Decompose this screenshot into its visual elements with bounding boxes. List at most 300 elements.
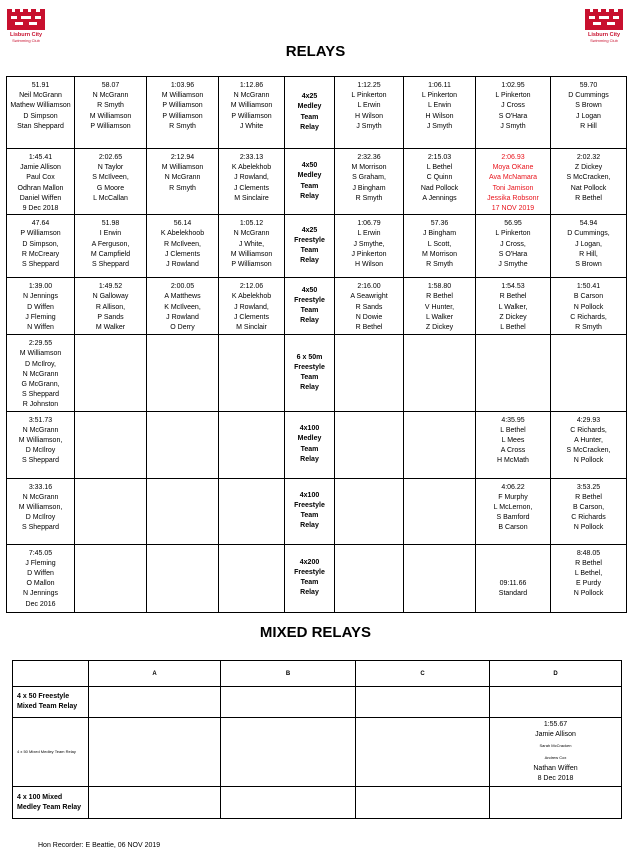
relay-line: Standard xyxy=(498,590,528,598)
relay-line xyxy=(477,559,549,569)
event-line: Relay xyxy=(300,455,319,463)
relay-line: J Bingham xyxy=(352,184,386,192)
relay-line: L Bethel xyxy=(500,324,526,332)
relay-line: M Williamson xyxy=(89,112,132,120)
relay-line: Mathew Williamson xyxy=(10,102,71,110)
hon-recorder-footer: Hon Recorder: E Beattie, 06 NOV 2019 xyxy=(38,842,161,849)
relay-time: 3:53.25 xyxy=(576,483,601,491)
relay-time: 51.91 xyxy=(31,82,50,89)
relay-line: S Graham, xyxy=(352,174,386,182)
relay-line: D Wiffen xyxy=(27,570,54,578)
event-line: Relay xyxy=(300,123,319,131)
relay-result-cell xyxy=(551,478,627,544)
mixed-result-cell xyxy=(89,787,221,819)
relay-line: S McCracken, xyxy=(566,447,611,455)
mixed-result-cell xyxy=(89,718,221,787)
relay-line: L McLernon, xyxy=(493,504,533,512)
relay-line: C Richards, xyxy=(570,426,607,434)
relay-result-cell xyxy=(219,149,285,215)
relay-line: J Cross xyxy=(501,102,525,110)
relay-result-cell xyxy=(147,411,219,478)
relay-line: N Jennings xyxy=(22,293,59,301)
relay-event-label xyxy=(285,335,335,411)
relay-result-cell xyxy=(476,149,551,215)
mixed-corner-cell xyxy=(13,661,89,687)
relay-result-cell xyxy=(7,215,75,278)
relay-result-cell xyxy=(219,77,285,149)
relay-time: 47.64 xyxy=(31,220,50,228)
logo-club-name: Lisburn City xyxy=(587,32,621,38)
relay-line: S Sheppard xyxy=(22,391,59,399)
relay-result-cell xyxy=(476,77,551,149)
relay-time: 1:54.53 xyxy=(501,283,525,291)
relay-time: 56.14 xyxy=(173,220,192,228)
relay-result-cell xyxy=(147,77,219,149)
relay-line: J Smythe xyxy=(498,261,528,269)
relay-line: H Wilson xyxy=(354,112,383,120)
mixed-event-label: 4 x 50 Freestyle Mixed Team Relay xyxy=(13,687,89,718)
relay-line: A Matthews xyxy=(164,293,201,301)
relay-row xyxy=(7,544,627,612)
relay-result-cell xyxy=(551,215,627,278)
relay-line: N Galloway xyxy=(92,293,129,301)
relay-line: D McIlroy xyxy=(25,514,56,522)
event-line: Team xyxy=(300,512,319,520)
event-line: Relay xyxy=(300,192,319,200)
relay-line: R Smyth xyxy=(426,261,453,269)
relay-line: Ava McNamara xyxy=(488,174,538,182)
relay-result-cell xyxy=(147,544,219,612)
event-line: Medley xyxy=(297,103,322,111)
relay-time: 56.95 xyxy=(504,220,522,228)
relay-result-cell xyxy=(75,544,147,612)
relay-result-cell xyxy=(219,278,285,335)
relay-result-cell xyxy=(7,335,75,411)
mixed-column-header: B xyxy=(221,661,356,687)
relay-line: M Williamson xyxy=(19,350,62,358)
relay-line: J Clements xyxy=(233,313,269,321)
relay-line: C Quinn xyxy=(426,174,453,182)
logo-club-name: Lisburn City xyxy=(9,32,43,38)
event-line: Relay xyxy=(300,257,319,265)
relay-line xyxy=(477,569,549,579)
relay-line: H Wilson xyxy=(425,112,454,120)
logo-club-sub: Swimming Club xyxy=(590,38,618,43)
relay-line: R Bethel xyxy=(575,493,602,501)
relay-line: R Hill, xyxy=(579,250,598,258)
relay-result-cell xyxy=(7,149,75,215)
relay-time: 59.70 xyxy=(579,82,598,89)
relay-line: I Erwin xyxy=(99,230,122,238)
relay-line: P Williamson xyxy=(231,261,272,269)
mixed-column-header: A xyxy=(89,661,221,687)
relay-line: B Carson xyxy=(573,293,604,301)
relay-result-cell xyxy=(75,411,147,478)
relay-event-label xyxy=(285,478,335,544)
relay-line: M Williamson xyxy=(230,102,273,110)
relay-line: R Allison, xyxy=(95,303,126,311)
mixed-result-cell xyxy=(356,718,490,787)
relay-result-cell xyxy=(147,335,219,411)
relay-result-cell xyxy=(551,544,627,612)
relay-line: N Pollock xyxy=(573,457,604,465)
event-line: Relay xyxy=(300,589,319,597)
relay-line: Odhran Mallon xyxy=(17,184,64,192)
relay-line: Z Dickey xyxy=(499,313,527,321)
relay-line: R Bethel xyxy=(426,293,453,301)
relay-result-cell xyxy=(7,544,75,612)
relay-event-label xyxy=(285,149,335,215)
relay-result-cell xyxy=(75,335,147,411)
relay-line: S Sheppard xyxy=(92,261,129,269)
relay-result-cell xyxy=(404,544,476,612)
relay-line: J Smythe, xyxy=(353,240,385,248)
relay-line: 8 Dec 2018 xyxy=(537,775,574,782)
relay-line: C Richards, xyxy=(570,313,607,321)
relay-line: M Walker xyxy=(95,324,126,332)
relay-time: 4:06.22 xyxy=(501,483,525,491)
relay-line: Andrew Cox xyxy=(544,755,567,760)
relay-line: M Sinclair xyxy=(236,324,267,332)
relay-result-cell xyxy=(219,335,285,411)
event-line: 4x200 xyxy=(299,558,320,566)
relay-line: D Wiffen xyxy=(27,303,54,311)
relay-line: M Sinclaire xyxy=(234,194,269,202)
relay-time: 1:45.41 xyxy=(28,154,53,161)
relay-line: F Murphy xyxy=(498,493,528,501)
mixed-result-cell xyxy=(221,718,356,787)
event-line: Medley xyxy=(297,435,322,443)
relay-result-cell xyxy=(476,411,551,478)
relay-result-cell xyxy=(219,215,285,278)
relay-result-cell xyxy=(551,411,627,478)
relay-line: D Cummings, xyxy=(567,230,610,238)
mixed-result-cell xyxy=(356,787,490,819)
relay-result-cell xyxy=(147,215,219,278)
club-logo-left xyxy=(3,8,49,46)
relay-time: 2:16.00 xyxy=(357,283,381,291)
castle-icon xyxy=(3,8,49,32)
relay-line: N McGrann xyxy=(233,230,270,238)
relay-line: N Pollock xyxy=(573,303,604,311)
relay-line: L Walker xyxy=(425,313,454,321)
relay-line: J Smyth xyxy=(426,122,453,130)
relay-line: K Abelekhoob xyxy=(160,230,205,238)
event-line: 4x100 xyxy=(299,491,320,499)
relay-line: Jamie Allison xyxy=(535,731,576,738)
relay-line: A Ferguson, xyxy=(91,240,130,248)
relay-line: R Bethel xyxy=(575,559,602,567)
relay-line: O Derry xyxy=(170,324,195,332)
relay-line: A Hunter, xyxy=(574,437,603,445)
relay-line: A Cross xyxy=(500,447,526,455)
relay-result-cell xyxy=(551,278,627,335)
mixed-column-header: D xyxy=(490,661,622,687)
relay-line: R Bethel xyxy=(355,324,383,332)
relay-result-cell xyxy=(476,215,551,278)
relay-row xyxy=(7,149,627,215)
mixed-relays-title: MIXED RELAYS xyxy=(259,624,372,641)
mixed-header-row xyxy=(13,661,622,687)
relay-result-cell xyxy=(404,149,476,215)
relay-line: S Bamford xyxy=(496,514,530,522)
relay-line: R Smyth xyxy=(169,184,196,192)
relay-result-cell xyxy=(335,149,404,215)
relay-result-cell xyxy=(7,278,75,335)
relay-line: A Jennings xyxy=(422,194,457,202)
relay-line: Jamie Allison xyxy=(20,164,61,172)
relay-line: L Bethel, xyxy=(574,570,603,578)
event-line: Team xyxy=(300,247,319,255)
relay-line: M Williamson xyxy=(161,92,204,100)
relay-result-cell xyxy=(404,77,476,149)
relay-line: J Logan, xyxy=(575,240,602,248)
relay-result-cell xyxy=(404,335,476,411)
relay-time: 2:06.93 xyxy=(501,154,525,161)
relay-row xyxy=(7,411,627,478)
relay-line: S McCracken, xyxy=(566,174,611,182)
mixed-relay-row xyxy=(13,787,622,819)
event-line: 4x50 xyxy=(301,162,318,170)
relay-time: 1:12.25 xyxy=(357,82,381,89)
relay-result-cell xyxy=(147,478,219,544)
relay-result-cell xyxy=(147,278,219,335)
relay-event-label xyxy=(285,215,335,278)
relay-result-cell xyxy=(335,478,404,544)
relay-line: S Brown xyxy=(575,102,602,110)
event-line: 4x50 xyxy=(301,286,318,294)
relay-line: J Logan xyxy=(576,112,601,120)
relay-result-cell xyxy=(75,77,147,149)
relay-line: L Scott, xyxy=(427,240,452,248)
relay-line: L Pinkerton xyxy=(495,230,531,238)
castle-icon xyxy=(581,8,627,32)
relay-result-cell xyxy=(476,544,551,612)
relay-line: L Walker, xyxy=(498,303,528,311)
relay-line: K Abelekhob xyxy=(231,164,272,172)
relay-line: J Clements xyxy=(164,250,200,258)
relay-line: D McIlroy xyxy=(25,447,56,455)
relay-time xyxy=(477,549,549,559)
relay-line: 17 NOV 2019 xyxy=(491,205,535,213)
relay-time: 1:12.86 xyxy=(239,82,264,89)
event-line: 4x25 xyxy=(301,226,318,234)
event-line: Freestyle xyxy=(294,363,325,371)
relay-line: N McGrann xyxy=(22,426,59,434)
relay-line: S Sheppard xyxy=(22,524,59,532)
relay-line: V Hunter, xyxy=(424,303,455,311)
relay-line: J Fleming xyxy=(25,559,56,567)
relay-line: N McGrann xyxy=(164,174,201,182)
relay-line: R Smyth xyxy=(575,324,602,332)
relay-event-label xyxy=(285,77,335,149)
relay-line: S Sheppard xyxy=(22,261,59,269)
relay-line: M Williamson, xyxy=(18,504,63,512)
relay-time: 1:58.80 xyxy=(427,283,452,291)
relay-line: Stan Sheppard xyxy=(17,122,64,130)
relay-time: 1:50.41 xyxy=(576,283,601,291)
relay-line: M Williamson xyxy=(230,250,273,258)
relay-line: N Pollock xyxy=(573,590,604,598)
relay-line: 09:11.66 xyxy=(499,580,527,588)
relay-line: M Morrison xyxy=(351,164,387,172)
relay-line: M Morrison xyxy=(421,250,457,258)
relay-time: 2:02.32 xyxy=(576,154,601,161)
relay-result-cell xyxy=(404,411,476,478)
relay-line: P Williamson xyxy=(162,112,203,120)
relay-line: Neil McGrann xyxy=(19,92,62,100)
relay-time: 2:15.03 xyxy=(427,154,452,161)
relay-result-cell xyxy=(75,149,147,215)
relay-line: H McMath xyxy=(497,457,529,465)
relay-line: J Rowland xyxy=(166,261,199,269)
relay-line: L Pinkerton xyxy=(351,92,387,100)
mixed-relay-row xyxy=(13,718,622,787)
event-line: 4x100 xyxy=(299,425,320,433)
relay-line: P Williamson xyxy=(162,102,203,110)
relay-result-cell xyxy=(75,278,147,335)
relay-line: G Moore xyxy=(96,184,125,192)
relay-time: 1:06.11 xyxy=(428,82,451,89)
relay-line: G McGrann, xyxy=(21,381,60,389)
relay-line: L Bethel xyxy=(426,164,453,172)
relay-result-cell xyxy=(404,215,476,278)
relay-time: 8:48.05 xyxy=(576,549,601,557)
relay-line: J Rowland, xyxy=(234,303,269,311)
relay-time: 51.98 xyxy=(101,220,120,228)
relay-result-cell xyxy=(335,411,404,478)
relay-line: J Clements xyxy=(233,184,269,192)
relay-line: J Rowland, xyxy=(234,174,269,182)
relay-line: Nat Pollock xyxy=(570,184,607,192)
relay-line: R McCreary xyxy=(21,250,60,258)
relay-line: Toni Jamison xyxy=(492,184,534,192)
relay-line: C Richards xyxy=(571,514,606,522)
relay-result-cell xyxy=(404,478,476,544)
relay-line: Dec 2016 xyxy=(25,600,56,608)
relay-time: 1:02.95 xyxy=(501,82,525,89)
relay-time: 2:00.05 xyxy=(170,283,195,291)
relay-result-cell xyxy=(219,411,285,478)
relay-time: 57.36 xyxy=(430,220,449,228)
relay-result-cell xyxy=(551,77,627,149)
event-line: Team xyxy=(300,579,319,587)
relay-line: S McIlveen, xyxy=(92,174,129,182)
relay-line: P Williamson xyxy=(90,122,131,130)
relay-result-cell xyxy=(7,77,75,149)
relay-line: L McCallan xyxy=(93,194,128,202)
relay-line: N McGrann xyxy=(22,370,59,378)
relay-line: Paul Cox xyxy=(26,174,55,182)
relay-line: L Mees xyxy=(501,437,525,445)
relay-line: D Simpson, xyxy=(22,240,59,248)
relay-result-cell xyxy=(335,335,404,411)
relay-line: S O'Hara xyxy=(498,250,528,258)
relay-result-cell xyxy=(7,411,75,478)
relay-line: O Mallon xyxy=(26,580,55,588)
relay-row xyxy=(7,278,627,335)
relay-result-cell xyxy=(551,149,627,215)
relay-line: M Williamson xyxy=(161,164,204,172)
relay-line: E Purdy xyxy=(576,580,601,588)
relay-line: L Erwin xyxy=(427,102,452,110)
relay-time: 1:06.79 xyxy=(357,220,381,228)
relay-result-cell xyxy=(75,215,147,278)
mixed-result-cell xyxy=(221,687,356,718)
relay-line: R Johnston xyxy=(22,401,59,409)
event-line: Freestyle xyxy=(294,568,325,576)
relay-line: J White, xyxy=(238,240,265,248)
relay-line: Moya OKane xyxy=(492,164,534,172)
mixed-event-label: 4 x 100 Mixed Medley Team Relay xyxy=(13,787,89,819)
club-logo-right xyxy=(581,8,627,46)
relay-line: N Taylor xyxy=(97,164,124,172)
relay-time: 54.94 xyxy=(579,220,598,228)
mixed-relays-table xyxy=(12,660,622,819)
event-line: Relay xyxy=(300,522,319,530)
relay-line: R Sands xyxy=(355,303,383,311)
mixed-event-label: 4 x 50 Mixed Medley Team Relay xyxy=(13,718,89,787)
relay-time: 58.07 xyxy=(101,82,120,89)
mixed-result-cell xyxy=(89,687,221,718)
relay-result-cell xyxy=(75,478,147,544)
relay-line: Jessika Robsonr xyxy=(487,194,539,202)
relay-line: L Pinkerton xyxy=(421,92,458,100)
relay-line: S Brown xyxy=(575,261,602,269)
mixed-result-cell xyxy=(490,687,622,718)
relay-line: P Williamson xyxy=(231,112,272,120)
relay-time: 2:33.13 xyxy=(239,154,264,161)
relay-line: D Cummings xyxy=(568,92,609,100)
relay-event-label xyxy=(285,278,335,335)
relay-line: Nathan Wiffen xyxy=(533,765,578,772)
relay-time: 7:45.05 xyxy=(28,549,53,557)
relay-line: L Erwin xyxy=(357,102,381,110)
relay-line: Daniel Wiffen xyxy=(19,194,62,202)
relay-line: Z Dickey xyxy=(574,164,603,172)
relay-result-cell xyxy=(335,215,404,278)
event-line: Team xyxy=(300,307,319,315)
event-line: Freestyle xyxy=(294,297,325,305)
relay-time: 1:49.52 xyxy=(98,283,123,291)
relay-time: 4:35.95 xyxy=(501,416,525,424)
relay-line: S Sheppard xyxy=(22,457,59,465)
mixed-result-cell xyxy=(356,687,490,718)
relay-line: N McGrann xyxy=(22,493,59,501)
relay-time: 2:12.06 xyxy=(239,283,264,291)
relay-line: N Wiffen xyxy=(27,324,54,332)
logo-club-sub: Swimming Club xyxy=(12,38,40,43)
relay-time: 1:39.00 xyxy=(28,283,53,291)
relay-line: J Pinkerton xyxy=(351,250,387,258)
relay-result-cell xyxy=(476,478,551,544)
relay-result-cell xyxy=(219,478,285,544)
relay-result-cell xyxy=(335,77,404,149)
relay-time: 2:32.36 xyxy=(357,154,381,161)
relay-line: M Williamson, xyxy=(18,437,63,445)
relay-line: K McIlveen, xyxy=(164,303,201,311)
relay-result-cell xyxy=(551,335,627,411)
relay-line: J Rowland xyxy=(166,313,199,321)
relay-line: J Smyth xyxy=(356,122,382,130)
relay-result-cell xyxy=(404,278,476,335)
relay-line: L Pinkerton xyxy=(495,92,531,100)
event-line: Team xyxy=(300,113,319,121)
relay-row xyxy=(7,478,627,544)
relay-line: H Wilson xyxy=(354,261,383,269)
relay-row xyxy=(7,77,627,149)
relay-line: M Campfield xyxy=(90,250,131,258)
